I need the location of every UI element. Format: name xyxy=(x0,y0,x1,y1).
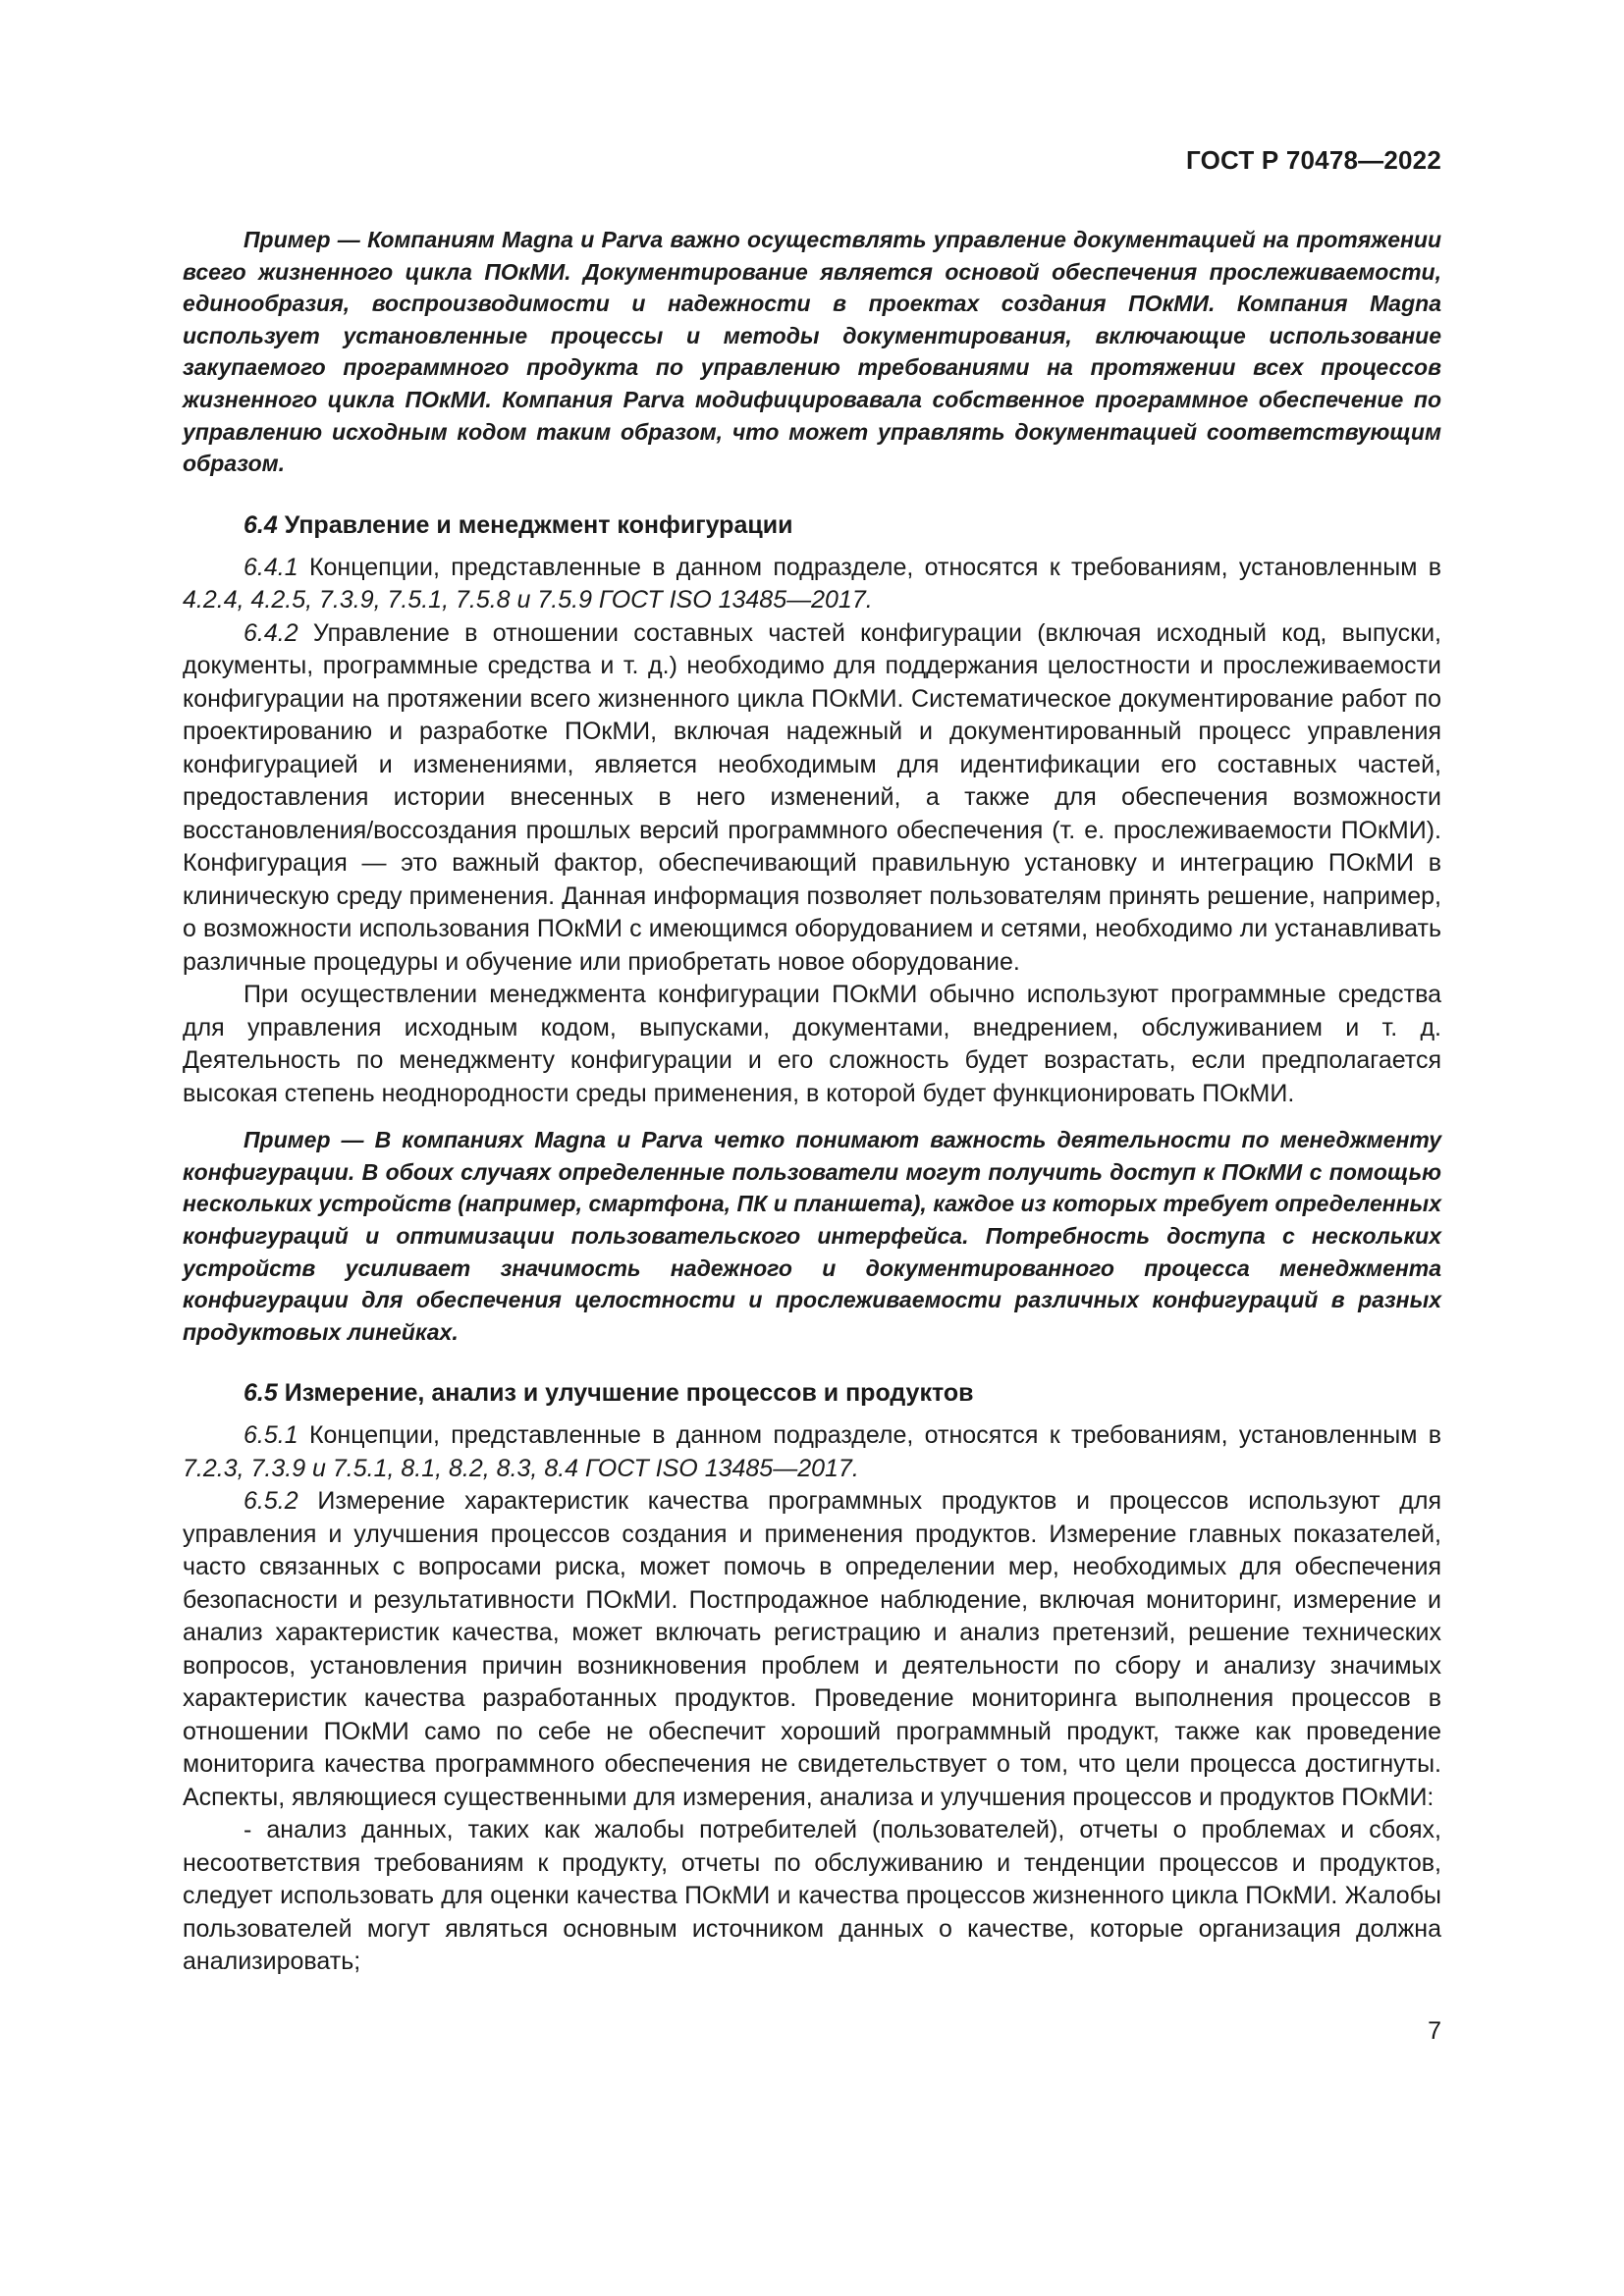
paragraph-6-4-1 xyxy=(183,552,1441,617)
example-paragraph-1: Пример — Компаниям Magna и Parva важно осуществлять управление документацией на протяжении всего жизненного цикла ПОкМИ. Документирование является основой обеспечения прослеживаемости, единообразия, воспроизводимости и надежности в проектах создания ПОкМИ. Компания Magna использует установленные процессы и методы документирования, включающие использование закупаемого программного продукта по управлению требованиями на протяжении всех процессов жизненного цикла ПОкМИ. Компания Parva модифицировавала собственное программное обеспечение по управлению исходным кодом таким образом, что может управлять документацией соответствующим образом. xyxy=(183,227,1441,477)
clause-text: Концепции, представленные в данном подразделе, относятся к требованиям, установленным в xyxy=(308,553,1441,581)
paragraph-6-5-1 xyxy=(183,1419,1441,1485)
clause-text: Измерение характеристик качества программных продуктов и процессов используют для управления и улучшения процессов создания и применения продуктов. Измерение главных показателей, часто связанных с вопросами риска, может помочь в определении мер, необходимых для обеспечения безопасности и результативности ПОкМИ. Постпродажное наблюдение, включая мониторинг, измерение и анализ характеристик качества, может включать регистрацию и анализ претензий, решение технических вопросов, установления причин возникновения проблем и деятельности по сбору и анализу значимых характеристик качества разработанных продуктов. Проведение мониторинга выполнения процессов в отношении ПОкМИ само по себе не обеспечит хороший программный продукт, также как проведение мониторига качества программного обеспечения не свидетельствует о том, что цели процесса достигнуты. Аспекты, являющиеся существенными для измерения, анализа и улучшения процессов и продуктов ПОкМИ: xyxy=(183,1487,1441,1811)
paragraph-6-4-2-continued: При осуществлении менеджмента конфигурации ПОкМИ обычно используют программные средства для управления исходным кодом, выпусками, документами, внедрением, обслуживанием и т. д. Деятельность по менеджменту конфигурации и его сложность будет возрастать, если предполагается высокая степень неоднородности среды применения, в которой будет функционировать ПОкМИ. xyxy=(183,981,1441,1107)
list-item: - анализ данных, таких как жалобы потребителей (пользователей), отчеты о проблемах и сбоях, несоответствия требованиям к продукту, отчеты по обслуживанию и тенденции процессов и продуктов, следует использовать для оценки качества ПОкМИ и качества процессов жизненного цикла ПОкМИ. Жалобы пользователей могут являться основным источником данных о качестве, которые организация должна анализировать; xyxy=(183,1816,1441,1976)
section-title-text: Измерение, анализ и улучшение процессов и продуктов xyxy=(284,1379,974,1408)
section-title-text: Управление и менеджмент конфигурации xyxy=(284,510,793,539)
paragraph-6-4-2 xyxy=(183,617,1441,980)
section-heading-6-4 xyxy=(244,511,1441,540)
section-number: 6.4 xyxy=(244,510,278,539)
clause-references: 7.2.3, 7.3.9 и 7.5.1, 8.1, 8.2, 8.3, 8.4 ГОСТ ISO 13485—2017. xyxy=(183,1454,859,1482)
clause-number: 6.5.1 xyxy=(244,1421,298,1450)
section-number: 6.5 xyxy=(244,1379,278,1408)
page-number: 7 xyxy=(1428,2017,1441,2045)
section-heading-6-5 xyxy=(244,1379,1441,1408)
clause-number: 6.4.1 xyxy=(244,553,298,581)
clause-number: 6.5.2 xyxy=(244,1487,298,1516)
document-body xyxy=(183,224,1441,1979)
paragraph-6-5-2 xyxy=(183,1485,1441,1814)
document-header: ГОСТ Р 70478—2022 xyxy=(1186,145,1441,175)
clause-text: Концепции, представленные в данном подразделе, относятся к требованиям, установленным в xyxy=(308,1421,1441,1450)
clause-references: 4.2.4, 4.2.5, 7.3.9, 7.5.1, 7.5.8 и 7.5.9 ГОСТ ISO 13485—2017. xyxy=(183,586,873,614)
example-paragraph-2: Пример — В компаниях Magna и Parva четко понимают важность деятельности по менеджменту конфигурации. В обоих случаях определенные пользователи могут получить доступ к ПОкМИ с помощью нескольких устройств (например, смартфона, ПК и планшета), каждое из которых требует определенных конфигураций и оптимизации пользовательского интерфейса. Потребность доступа с нескольких устройств усиливает значимость надежного и документированного процесса менеджмента конфигурации для обеспечения целостности и прослеживаемости различных конфигураций в разных продуктовых линейках. xyxy=(183,1127,1441,1345)
clause-number: 6.4.2 xyxy=(244,618,298,647)
clause-text: Управление в отношении составных частей конфигурации (включая исходный код, выпуски, документы, программные средства и т. д.) необходимо для поддержания целостности и прослеживаемости конфигурации на протяжении всего жизненного цикла ПОкМИ. Систематическое документирование работ по проектированию и разработке ПОкМИ, включая надежный и документированный процесс управления конфигурацией и изменениями, является необходимым для идентификации его составных частей, предоставления истории внесенных в него изменений, а также для обеспечения возможности восстановления/воссоздания прошлых версий программного обеспечения (т. е. прослеживаемости ПОкМИ). Конфигурация — это важный фактор, обеспечивающий правильную установку и интеграцию ПОкМИ в клиническую среду применения. Данная информация позволяет пользователям принять решение, например, о возможности использования ПОкМИ с имеющимся оборудованием и сетями, необходимо ли устанавливать различные процедуры и обучение или приобретать новое оборудование. xyxy=(183,618,1441,976)
